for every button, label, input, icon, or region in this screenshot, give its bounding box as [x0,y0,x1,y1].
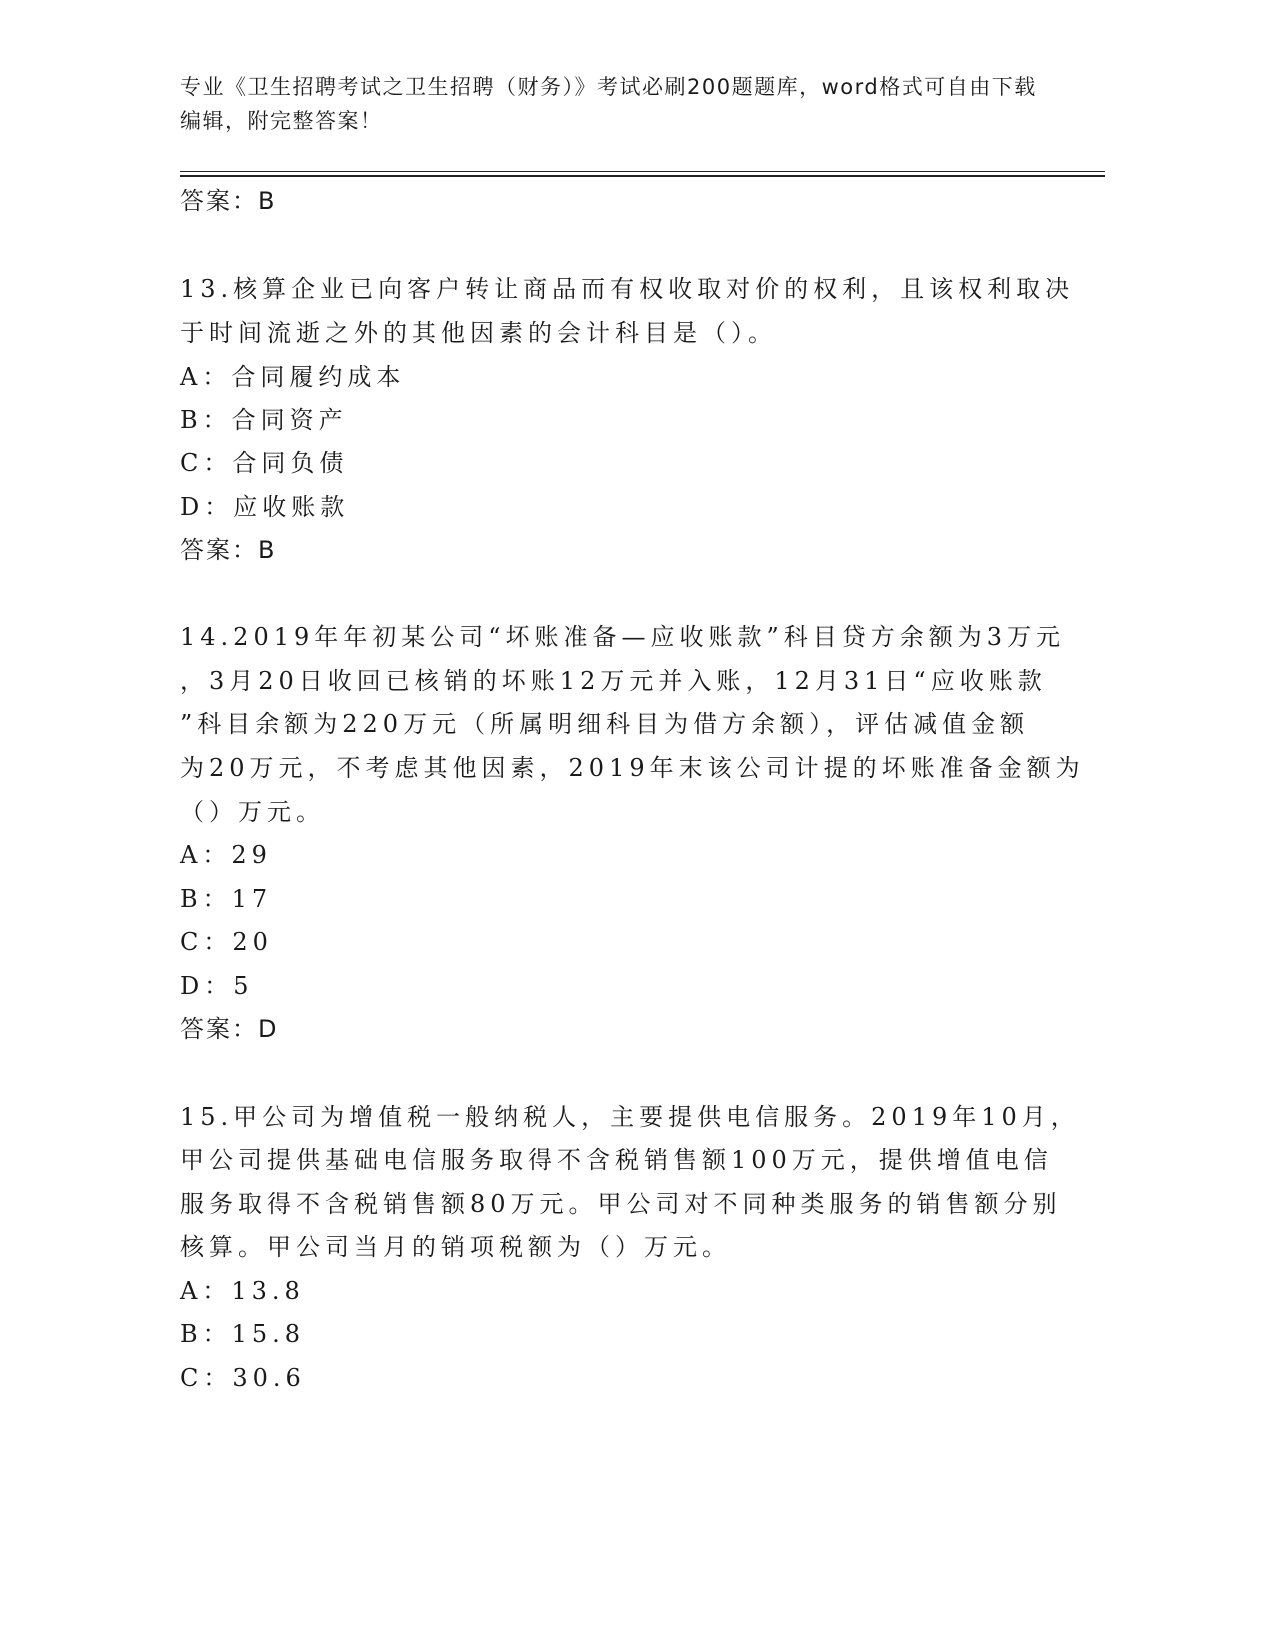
q14-option-d: D：5 [180,972,254,1000]
q14-option-b: B：17 [180,885,273,913]
q13-option-d: D：应收账款 [180,493,350,521]
q13-answer: 答案：B [180,536,277,564]
q14-stem-line-2: ，3月20日收回已核销的坏账12万元并入账，12月31日“应收账款 [180,667,1047,695]
q14-stem-line-4: 为20万元，不考虑其他因素，2019年末该公司计提的坏账准备金额为 [180,754,1085,782]
q14-answer: 答案：D [180,1015,279,1043]
q13-stem-line-1: 13.核算企业已向客户转让商品而有权收取对价的权利，且该权利取决 [180,275,1075,303]
q15-stem-line-1: 15.甲公司为增值税一般纳税人，主要提供电信服务。2019年10月， [180,1103,1080,1131]
q13-option-b: B：合同资产 [180,406,348,434]
q14-stem-line-5: （）万元。 [180,798,325,826]
q14-stem-line-3: ”科目余额为220万元（所属明细科目为借方余额），评估减值金额 [180,710,1030,738]
q14-option-c: C：20 [180,928,273,956]
header-rule-thick [180,175,1105,177]
q15-option-c: C：30.6 [180,1364,306,1392]
q13-option-c: C：合同负债 [180,449,349,477]
q15-stem-line-3: 服务取得不含税销售额80万元。甲公司对不同种类服务的销售额分别 [180,1190,1062,1218]
header-rule-thin [180,171,1105,172]
document-header: 专业《卫生招聘考试之卫生招聘（财务）》考试必刷200题题库，word格式可自由下载编辑，附完整答案！ [180,75,1037,133]
q15-stem-line-2: 甲公司提供基础电信服务取得不含税销售额100万元，提供增值电信 [180,1146,1053,1174]
q15-option-a: A：13.8 [180,1277,305,1305]
q15-option-b: B：15.8 [180,1320,306,1348]
previous-answer: 答案：B [180,187,277,215]
q14-option-a: A：29 [180,841,272,869]
q14-stem-line-1: 14.2019年年初某公司“坏账准备—应收账款”科目贷方余额为3万元 [180,623,1066,651]
q13-stem-line-2: 于时间流逝之外的其他因素的会计科目是（）。 [180,319,777,347]
q15-stem-line-4: 核算。甲公司当月的销项税额为（）万元。 [180,1233,731,1261]
q13-option-a: A：合同履约成本 [180,363,406,391]
